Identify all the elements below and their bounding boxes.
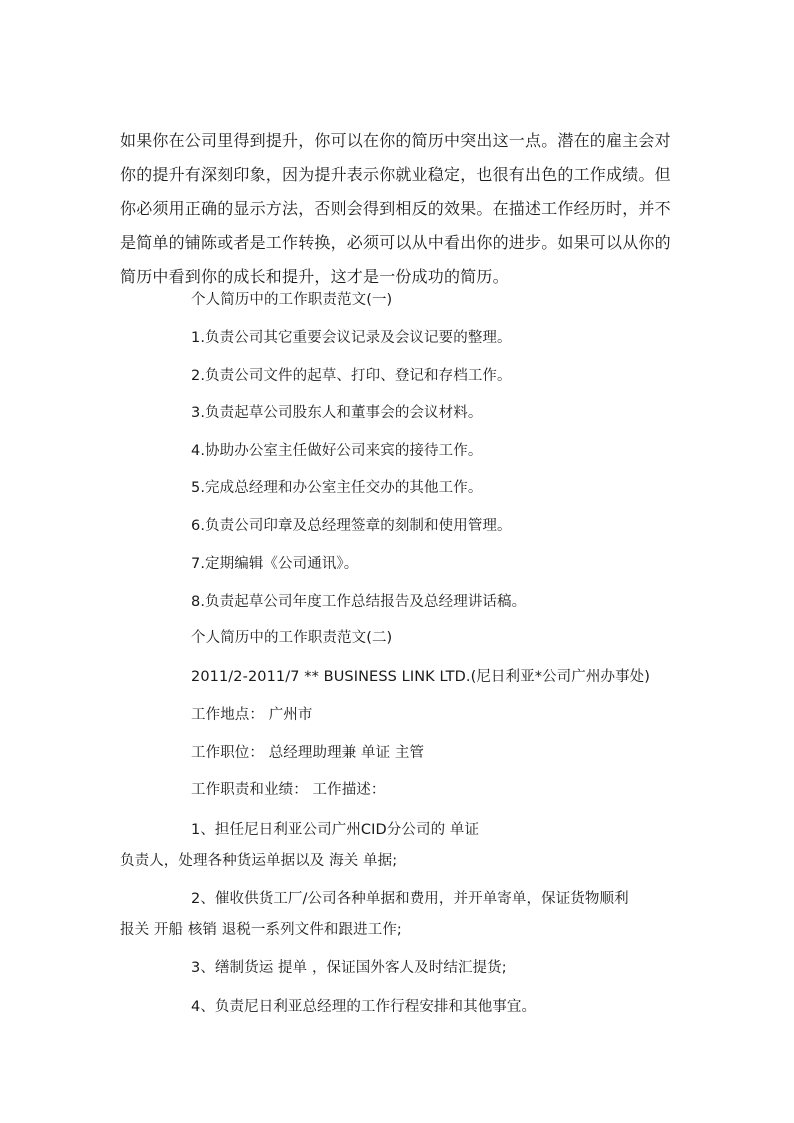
sample1-item: 1.负责公司其它重要会议记录及会议记要的整理。 [191, 330, 512, 346]
sample1-item: 2.负责公司文件的起草、打印、登记和存档工作。 [191, 368, 512, 384]
intro-line: 简历中看到你的成长和提升，这才是一份成功的简历。 [120, 267, 509, 286]
intro-line: 如果你在公司里得到提升，你可以在你的简历中突出这一点。潜在的雇主会对 [120, 131, 671, 150]
sample1-title: 个人简历中的工作职责范文(一) [191, 292, 393, 308]
intro-paragraph [120, 124, 676, 294]
sample2-period: 2011/2-2011/7 ** BUSINESS LINK LTD.(尼日利亚*公司广州办事处) [191, 669, 651, 685]
duty-item: 4、负责尼日利亚总经理的工作行程安排和其他事宜。 [191, 999, 537, 1015]
sample1-item: 6.负责公司印章及总经理签章的刻制和使用管理。 [191, 518, 512, 534]
sample1-item: 8.负责起草公司年度工作总结报告及总经理讲话稿。 [191, 594, 527, 610]
intro-line: 你必须用正确的显示方法，否则会得到相反的效果。在描述工作经历时，并不 [120, 199, 671, 218]
sample1-item: 7.定期编辑《公司通讯》。 [191, 556, 359, 572]
duty-item-continued: 报关 开船 核销 退税一系列文件和跟进工作; [120, 922, 402, 938]
duty-item: 2、催收供货工厂/公司各种单据和费用，并开单寄单，保证货物顺利 [191, 891, 629, 907]
duty-item-continued: 负责人，处理各种货运单据以及 海关 单据; [120, 853, 398, 869]
sample1-item: 4.协助办公室主任做好公司来宾的接待工作。 [191, 443, 483, 459]
intro-line: 是简单的铺陈或者是工作转换，必须可以从中看出你的进步。如果可以从你的 [120, 233, 671, 252]
sample1-item: 3.负责起草公司股东人和董事会的会议材料。 [191, 405, 483, 421]
sample2-title: 个人简历中的工作职责范文(二) [191, 630, 393, 646]
sample2-location: 工作地点： 广州市 [191, 707, 313, 723]
duty-item: 3、缮制货运 提单 ，保证国外客人及时结汇提货; [191, 960, 507, 976]
sample1-item: 5.完成总经理和办公室主任交办的其他工作。 [191, 480, 483, 496]
duty-item: 1、担任尼日利亚公司广州CID分公司的 单证 [191, 822, 480, 838]
intro-line: 你的提升有深刻印象，因为提升表示你就业稳定，也很有出色的工作成绩。但 [120, 165, 671, 184]
sample2-position: 工作职位： 总经理助理兼 单证 主管 [191, 745, 425, 761]
sample2-duties-heading: 工作职责和业绩： 工作描述： [191, 782, 386, 798]
